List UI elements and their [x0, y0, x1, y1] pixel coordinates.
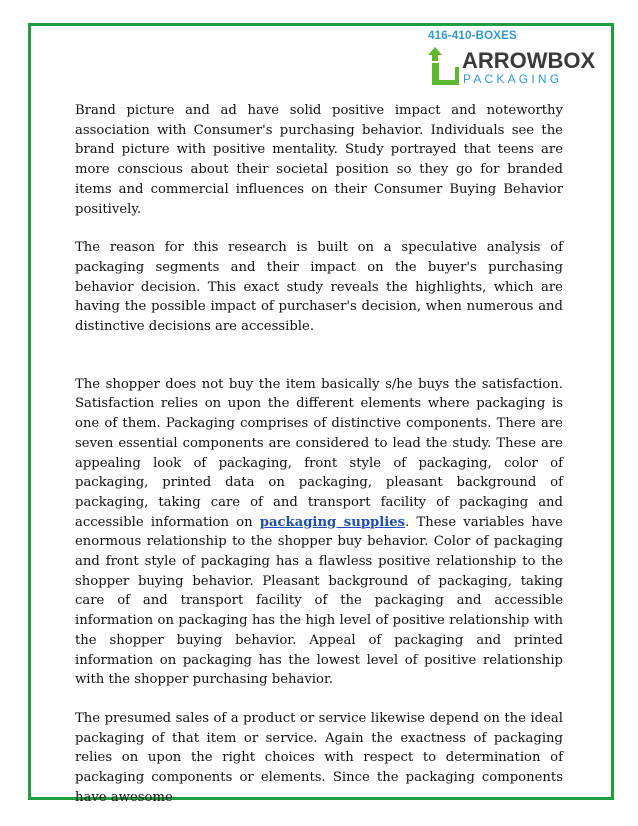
article-body — [75, 101, 563, 808]
packaging-supplies-link[interactable]: packaging supplies — [259, 514, 406, 530]
paragraph-4: The presumed sales of a product or service likewise depend on the ideal packaging of that item or service. Again the exactness of packaging relies on upon the right choices with respect to determination of packaging components or elements. Since the packaging components have awesome — [75, 710, 563, 805]
brand-subtitle: PACKAGING — [463, 72, 563, 86]
paragraph-2: The reason for this research is built on a speculative analysis of packaging segments and their impact on the buyer's purchasing behavior decision. This exact study reveals the highlights, which are having the possible impact of purchaser's decision, when numerous and distinctive decisions are accessible. — [75, 240, 563, 335]
brand-name: ARROWBOX — [462, 48, 596, 73]
phone-number[interactable]: 416-410-BOXES — [428, 30, 517, 42]
paragraph-3 — [75, 375, 563, 690]
paragraph-3-end: . These variables have enormous relationship to the shopper buy behavior. Color of packaging and front style of packaging has a flawless positive relationship to the shopper buying behavior. Pleasant background of packaging, taking care of and transport facility of the packaging and accessible information on packaging has the high level of positive relationship with the shopper buying behavior. Appeal of packaging and printed information on packaging has the lowest level of positive relationship with the shopper purchasing behavior. — [75, 514, 563, 688]
arrowbox-logo[interactable] — [428, 30, 598, 92]
paragraph-3-start: The shopper does not buy the item basically s/he buys the satisfaction. Satisfaction relies on upon the different elements where packaging is one of them. Packaging comprises of distinctive components. There are seven essential components are considered to lead the study. These are appealing look of packaging, front style of packaging, color of packaging, printed data on packaging, pleasant background of packaging, taking care of and transport facility of packaging and accessible information on — [75, 376, 563, 530]
box-arrow-icon — [428, 47, 460, 87]
paragraph-1: Brand picture and ad have solid positive impact and noteworthy association with Consumer's purchasing behavior. Individuals see the brand picture with positive mentality. Study portrayed that teens are more conscious about their societal position so they go for branded items and commercial influences on their Consumer Buying Behavior positively. — [75, 103, 563, 217]
